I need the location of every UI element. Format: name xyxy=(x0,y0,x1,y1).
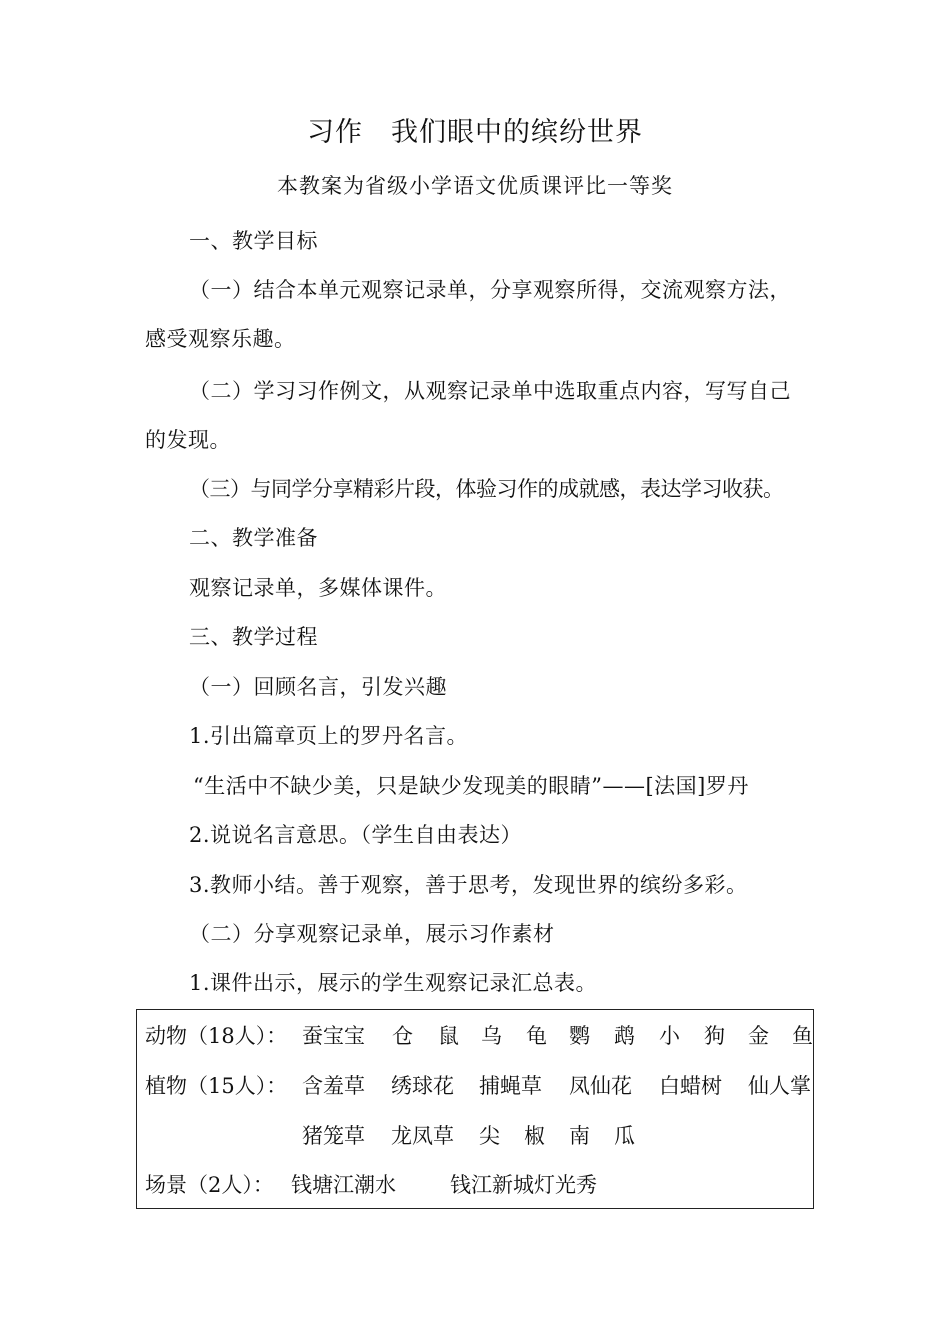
plant-item: 尖 xyxy=(479,1124,500,1148)
observation-summary-table xyxy=(136,1009,814,1209)
animal-item: 鹉 xyxy=(614,1024,635,1048)
animals-label: 动物（18人）： xyxy=(145,1024,288,1048)
scenes-label: 场景（2人）： xyxy=(145,1173,274,1197)
heading-teaching-goals: 一、教学目标 xyxy=(189,229,318,253)
document-subtitle: 本教案为省级小学语文优质课评比一等奖 xyxy=(277,174,673,198)
plant-item: 瓜 xyxy=(614,1124,635,1148)
plant-item: 椒 xyxy=(524,1124,545,1148)
animal-item: 小 xyxy=(659,1024,680,1048)
rodin-quote: “生活中不缺少美，只是缺少发现美的眼睛”——[法国]罗丹 xyxy=(193,774,749,798)
animal-item: 蚕宝宝 xyxy=(302,1024,365,1048)
goal-1-line-2: 感受观察乐趣。 xyxy=(145,327,296,351)
title-right: 我们眼中的缤纷世界 xyxy=(391,117,643,148)
process-step-1: 1.引出篇章页上的罗丹名言。 xyxy=(189,724,469,748)
plant-item: 南 xyxy=(569,1124,590,1148)
scene-item: 钱塘江潮水 xyxy=(291,1173,396,1197)
goal-3: （三）与同学分享精彩片段，体验习作的成就感，表达学习收获。 xyxy=(189,477,784,501)
heading-teaching-process: 三、教学过程 xyxy=(189,625,318,649)
plant-item: 白蜡树 xyxy=(659,1074,722,1098)
plant-item: 捕蝇草 xyxy=(479,1074,542,1098)
animal-item: 金 xyxy=(748,1024,769,1048)
animal-item: 龟 xyxy=(526,1024,547,1048)
process-step-2: 2.说说名言意思。（学生自由表达） xyxy=(189,823,523,847)
plant-item: 猪笼草 xyxy=(302,1124,365,1148)
plant-item: 含羞草 xyxy=(302,1074,365,1098)
process-part-2-step-1: 1.课件出示，展示的学生观察记录汇总表。 xyxy=(189,971,598,995)
document-title xyxy=(0,110,950,149)
process-part-1-heading: （一）回顾名言，引发兴趣 xyxy=(189,675,447,699)
animal-item: 鹦 xyxy=(569,1024,590,1048)
goal-2-line-2: 的发现。 xyxy=(145,428,231,452)
process-part-2-heading: （二）分享观察记录单，展示习作素材 xyxy=(189,922,555,946)
plant-item: 龙凤草 xyxy=(391,1124,454,1148)
goal-2-line-1: （二）学习习作例文，从观察记录单中选取重点内容，写写自己 xyxy=(189,379,791,403)
animal-item: 狗 xyxy=(704,1024,725,1048)
plant-item: 仙人掌 xyxy=(748,1074,811,1098)
preparation-text: 观察记录单，多媒体课件。 xyxy=(189,576,447,600)
plants-label: 植物（15人）： xyxy=(145,1074,288,1098)
process-step-3: 3.教师小结。善于观察，善于思考，发现世界的缤纷多彩。 xyxy=(189,873,748,897)
animal-item: 仓 xyxy=(392,1024,413,1048)
animal-item: 鼠 xyxy=(438,1024,459,1048)
scene-item: 钱江新城灯光秀 xyxy=(450,1173,597,1197)
plant-item: 绣球花 xyxy=(391,1074,454,1098)
animal-item: 乌 xyxy=(481,1024,502,1048)
animal-item: 鱼 xyxy=(792,1024,813,1048)
heading-teaching-preparation: 二、教学准备 xyxy=(189,526,318,550)
plant-item: 凤仙花 xyxy=(569,1074,632,1098)
title-left: 习作 xyxy=(307,117,363,148)
goal-1-line-1: （一）结合本单元观察记录单，分享观察所得，交流观察方法， xyxy=(189,278,791,302)
